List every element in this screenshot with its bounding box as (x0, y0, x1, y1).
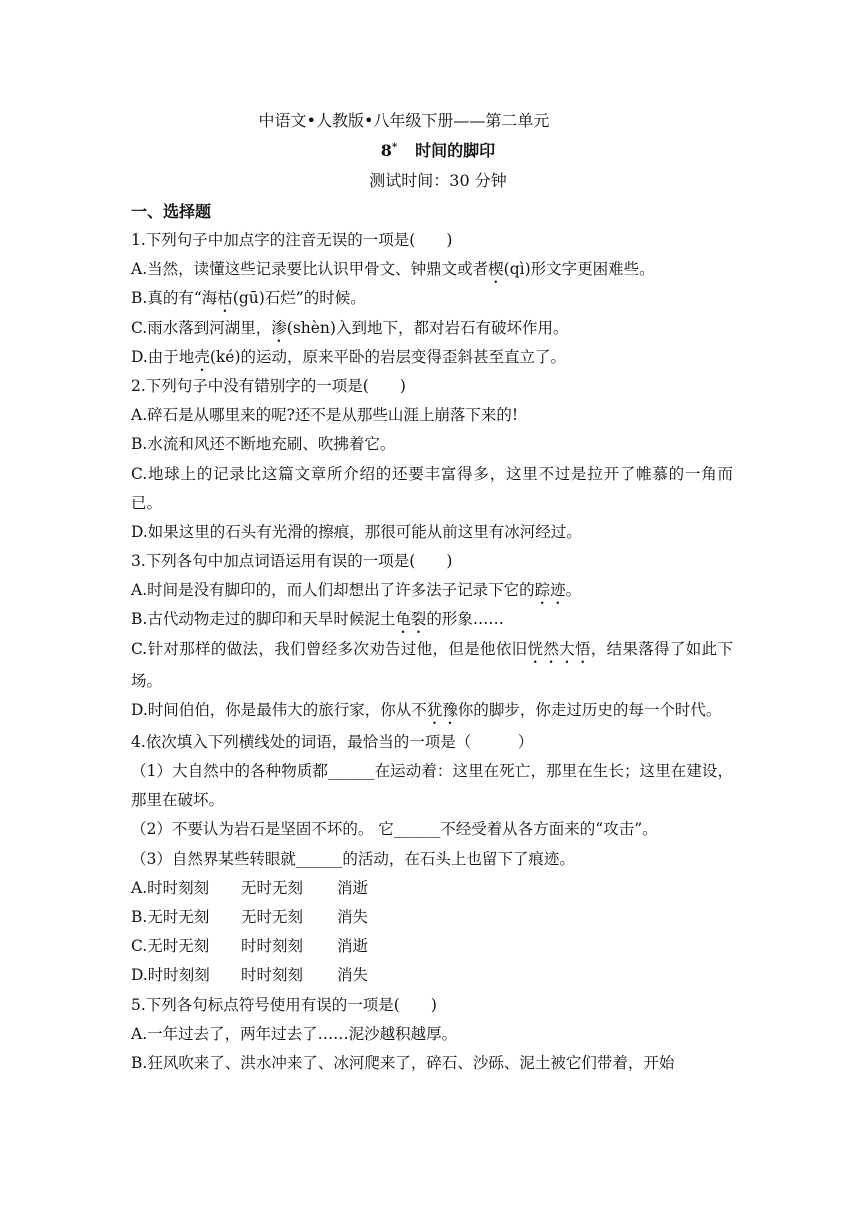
q4-option-d: D.时时刻刻 时时刻刻 消失 (131, 966, 369, 985)
q4-sentence-1: （1）大自然中的各种物质都______在运动着：这里在死亡，那里在生长；这里在建设，那里在破坏。 (131, 762, 733, 810)
test-time: 测试时间：30 分钟 (369, 171, 507, 190)
section-title: 一、选择题 (131, 202, 212, 221)
q2-option-c: C.地球上的记录比这篇文章所介绍的还要丰富得多，这里不过是拉开了帷慕的一角而已。 (131, 464, 733, 512)
q1-option-d: D.由于地壳(ké)的运动，原来平卧的岩层变得歪斜甚至直立了。 (131, 347, 566, 366)
q1-option-a: A.当然，读懂这些记录要比认识甲骨文、钟鼎文或者楔(qì)形文字更困难些。 (131, 260, 655, 279)
lesson-title (8, 138, 860, 161)
lesson-number: 8 (380, 141, 392, 160)
course-header: 中语文•人教版•八年级下册——第二单元 (258, 111, 550, 130)
q5-option-a: A.一年过去了，两年过去了……泥沙越积越厚。 (131, 1024, 458, 1043)
q1-stem: 1.下列句子中加点字的注音无误的一项是( ) (131, 231, 453, 249)
lesson-title-text: 时间的脚印 (415, 141, 496, 160)
q3-option-c: C.针对那样的做法，我们曾经多次劝告过他，但是他依旧恍然大悟，结果落得了如此下场。 (131, 639, 733, 690)
q3-stem: 3.下列各句中加点词语运用有误的一项是( ) (131, 552, 453, 571)
emphasis-word: 恍然大悟 (527, 639, 591, 658)
q4-stem: 4.依次填入下列横线处的词语，最恰当的一项是（ ） (131, 732, 534, 751)
q4-option-c: C.无时无刻 时时刻刻 消逝 (131, 937, 369, 956)
q2-stem: 2.下列句子中没有错别字的一项是( ) (131, 376, 406, 395)
q2-option-b: B.水流和风还不断地充刷、吹拂着它。 (131, 435, 396, 454)
q3-option-b: B.古代动物走过的脚印和天旱时候泥土龟裂的形象…… (131, 610, 504, 629)
emphasis-word: 龟裂 (395, 610, 427, 629)
emphasis-word: 踪迹 (534, 581, 566, 600)
emphasis-word: 犹豫 (426, 700, 458, 719)
q5-stem: 5.下列各句标点符号使用有误的一项是( ) (131, 995, 437, 1014)
questions (131, 226, 733, 1078)
q4-option-b: B.无时无刻 无时无刻 消失 (131, 908, 369, 927)
q2-option-d: D.如果这里的石头有光滑的擦痕，那很可能从前这里有冰河经过。 (131, 522, 582, 541)
q2-option-a: A.碎石是从哪里来的呢?还不是从那些山涯上崩落下来的! (131, 406, 519, 425)
q1-option-b: B.真的有“海枯(gū)石烂”的时候。 (131, 289, 366, 308)
q5-option-b: B.狂风吹来了、洪水冲来了、冰河爬来了，碎石、沙砾、泥土被它们带着，开始 (131, 1053, 675, 1072)
emphasis-char: 壳 (194, 347, 210, 366)
q3-option-d: D.时间伯伯，你是最伟大的旅行家，你从不犹豫你的脚步，你走过历史的每一个时代。 (131, 700, 722, 719)
q4-option-a: A.时时刻刻 无时无刻 消逝 (131, 878, 369, 897)
emphasis-char: 枯 (217, 289, 233, 308)
q4-sentence-3: （3）自然界某些转眼就______的活动，在石头上也留下了痕迹。 (131, 849, 575, 868)
emphasis-char: 渗 (271, 318, 287, 337)
q1-option-c: C.雨水落到河湖里，渗(shèn)入到地下，都对岩石有破坏作用。 (131, 318, 569, 337)
lesson-mark: * (391, 142, 398, 153)
q4-sentence-2: （2）不要认为岩石是坚固不坏的。 它______不经受着从各方面来的“攻击”。 (131, 820, 658, 839)
q3-option-a: A.时间是没有脚印的，而人们却想出了许多法子记录下它的踪迹。 (131, 581, 582, 600)
emphasis-char: 楔 (488, 260, 504, 279)
